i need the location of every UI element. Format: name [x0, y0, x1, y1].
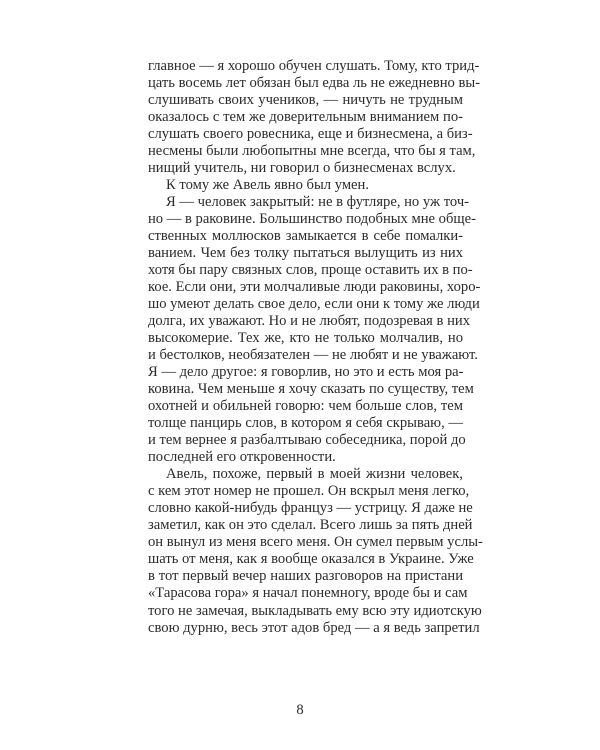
text-line: ковина. Чем меньше я хочу сказать по существу, тем — [148, 381, 474, 398]
text-line: шать от меня, как я вообще оказался в Украине. Уже — [148, 551, 474, 568]
text-line: ванием. Чем без толку пытаться вылущить из них — [148, 245, 463, 262]
text-line: последней его откровенности. — [148, 449, 336, 466]
text-line: Я — человек закрытый: не в футляре, но уж точ- — [166, 194, 470, 211]
page-number: 8 — [296, 702, 304, 718]
text-line: Я — дело другое: я говорлив, но это и есть моя ра- — [148, 364, 464, 381]
text-line: но — в раковине. Большинство подобных мне обще- — [148, 211, 476, 228]
text-line: несмены были любопытны мне всегда, что бы я там, — [148, 143, 476, 160]
text-line: слушивать своих учеников, — ничуть не трудным — [148, 92, 463, 109]
text-line: с кем этот номер не прошел. Он вскрыл меня легко, — [148, 483, 470, 500]
text-line: охотней и обильней говорю: чем больше слов, тем — [148, 398, 463, 415]
text-line: ственных моллюсков замыкается в себе помалки- — [148, 228, 463, 245]
text-line: в тот первый вечер наших разговоров на пристани — [148, 568, 463, 585]
text-line: заметил, как он это сделал. Всего лишь за пять дней — [148, 517, 473, 534]
text-line: Авель, похоже, первый в моей жизни человек, — [166, 466, 463, 483]
text-line: шо умеют делать свое дело, если они к тому же люди — [148, 296, 480, 313]
text-line: «Тарасова гора» я начал понемногу, вроде бы и сам — [148, 585, 468, 602]
paragraph — [148, 194, 481, 466]
text-line: высокомерие. Тех же, кто не только молчалив, но — [148, 330, 463, 347]
text-line: и бестолков, необязателен — не любят и не уважают. — [148, 347, 478, 364]
text-line: К тому же Авель явно был умен. — [166, 177, 369, 194]
page-body-text — [148, 58, 483, 637]
text-line: он вынул из меня всего меня. Он сумел первым услы- — [148, 534, 483, 551]
text-line: кое. Если они, эти молчаливые люди раковины, хоро- — [148, 279, 481, 296]
text-line: долга, их уважают. Но и не любят, подозревая в них — [148, 313, 471, 330]
text-line: и тем вернее я разбалтываю собеседника, порой до — [148, 432, 466, 449]
text-line: нищий учитель, ни говорил о бизнесменах вслух. — [148, 160, 456, 177]
text-line: цать восемь лет обязан был едва ль не ежедневно вы- — [148, 75, 481, 92]
text-line: оказалось с тем же доверительным вниманием по- — [148, 109, 463, 126]
text-line: главное — я хорошо обучен слушать. Тому, кто трид- — [148, 58, 480, 74]
text-line: толще панцирь слов, в котором я себя скрываю, — — [148, 415, 463, 432]
text-line: того не замечая, выкладывать ему всю эту идиотскую — [148, 602, 482, 619]
paragraph — [148, 466, 483, 636]
paragraph — [148, 177, 463, 194]
text-line: свою дурню, весь этот адов бред — а я ведь запретил — [148, 619, 480, 636]
text-line: словно какой-нибудь француз — устрицу. Я даже не — [148, 500, 473, 517]
paragraph — [148, 58, 481, 177]
text-line: слушать своего ровесника, еще и бизнесмена, а биз- — [148, 126, 473, 143]
text-line: хотя бы пару связных слов, проще оставить их в по- — [148, 262, 473, 279]
